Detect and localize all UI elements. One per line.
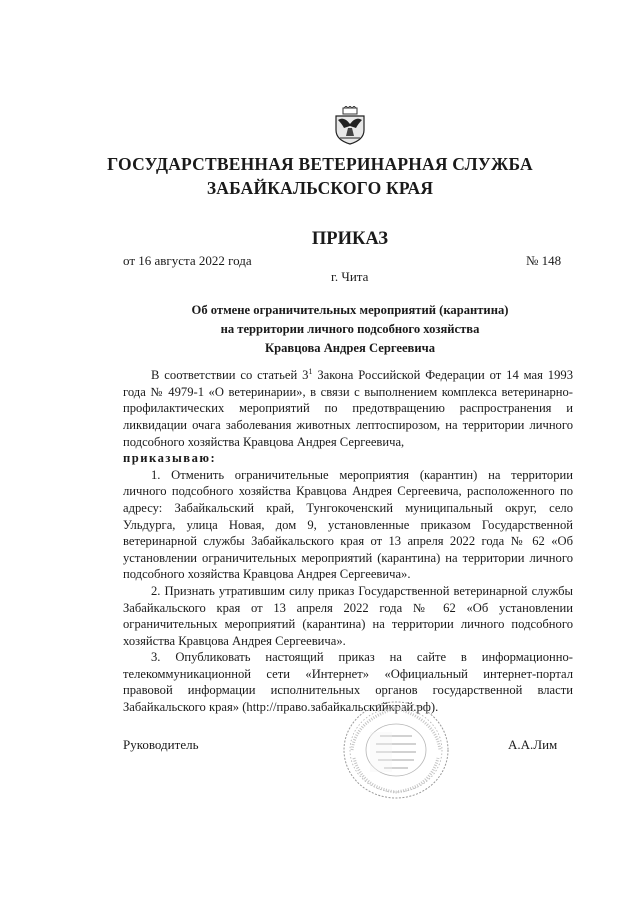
- order-number: № 148: [526, 253, 562, 268]
- coat-of-arms-icon: [330, 106, 370, 146]
- organization-name-line2: ЗАБАЙКАЛЬСКОГО КРАЯ: [206, 178, 434, 198]
- subject-line1: Об отмене ограничительных мероприятий (карантина): [191, 303, 509, 317]
- order-body: [123, 364, 573, 716]
- preamble-paragraph: [123, 364, 573, 450]
- preamble-superscript: 1: [308, 367, 313, 376]
- preamble-text-b: Закона Российской Федерации от 14 мая 1993 года № 4979-1 «О ветеринарии», в связи с выполнением комплекса ветеринарно-профилактических мероприятий по предотвращению распространения и ликвидации очага заболевания животных лептоспирозом, на территории личного подсобного хозяйства Кравцова Андрея Сергеевича,: [123, 368, 573, 449]
- order-city: г. Чита: [331, 269, 369, 284]
- official-seal-stamp: [342, 700, 450, 800]
- subject-line3: Кравцова Андрея Сергеевича: [264, 341, 436, 355]
- preamble-text-a: В соответствии со статьей 3: [151, 368, 309, 383]
- order-directive: приказываю:: [123, 451, 217, 466]
- order-date: от 16 августа 2022 года: [123, 253, 252, 268]
- signatory-name: А.А.Лим: [508, 737, 558, 752]
- document-type-title: ПРИКАЗ: [311, 229, 389, 249]
- organization-name-line1: ГОСУДАРСТВЕННАЯ ВЕТЕРИНАРНАЯ СЛУЖБА: [107, 154, 533, 174]
- order-item-2: 2. Признать утратившим силу приказ Государственной ветеринарной службы Забайкальского края от 13 апреля 2022 года № 62 «Об установлении ограничительных мероприятий (карантина) на территории личного подсобного хозяйства Кравцова Андрея Сергеевича».: [123, 583, 573, 648]
- order-subject: [130, 301, 570, 358]
- signatory-position: Руководитель: [123, 737, 199, 752]
- order-item-1: 1. Отменить ограничительные мероприятия (карантин) на территории личного подсобного хозяйства Кравцова Андрея Сергеевича, расположенного по адресу: Забайкальский край, Тунгокоченский муниципальный округ, село Ульдурга, улица Новая, дом 9, установленные приказом Государственной ветеринарной службы Забайкальского края от 13 апреля 2022 года № 62 «Об установлении ограничительных мероприятий (карантина) на территории личного подсобного хозяйства Кравцова Андрея Сергеевича».: [123, 467, 573, 582]
- subject-line2: на территории личного подсобного хозяйства: [220, 322, 480, 336]
- order-item-3: 3. Опубликовать настоящий приказ на сайте в информационно-телекоммуникационной сети «Интернет» «Официальный интернет-портал правовой информации исполнительных органов государственной власти Забайкальского края» (http://право.забайкальскийкрай.рф).: [123, 650, 573, 715]
